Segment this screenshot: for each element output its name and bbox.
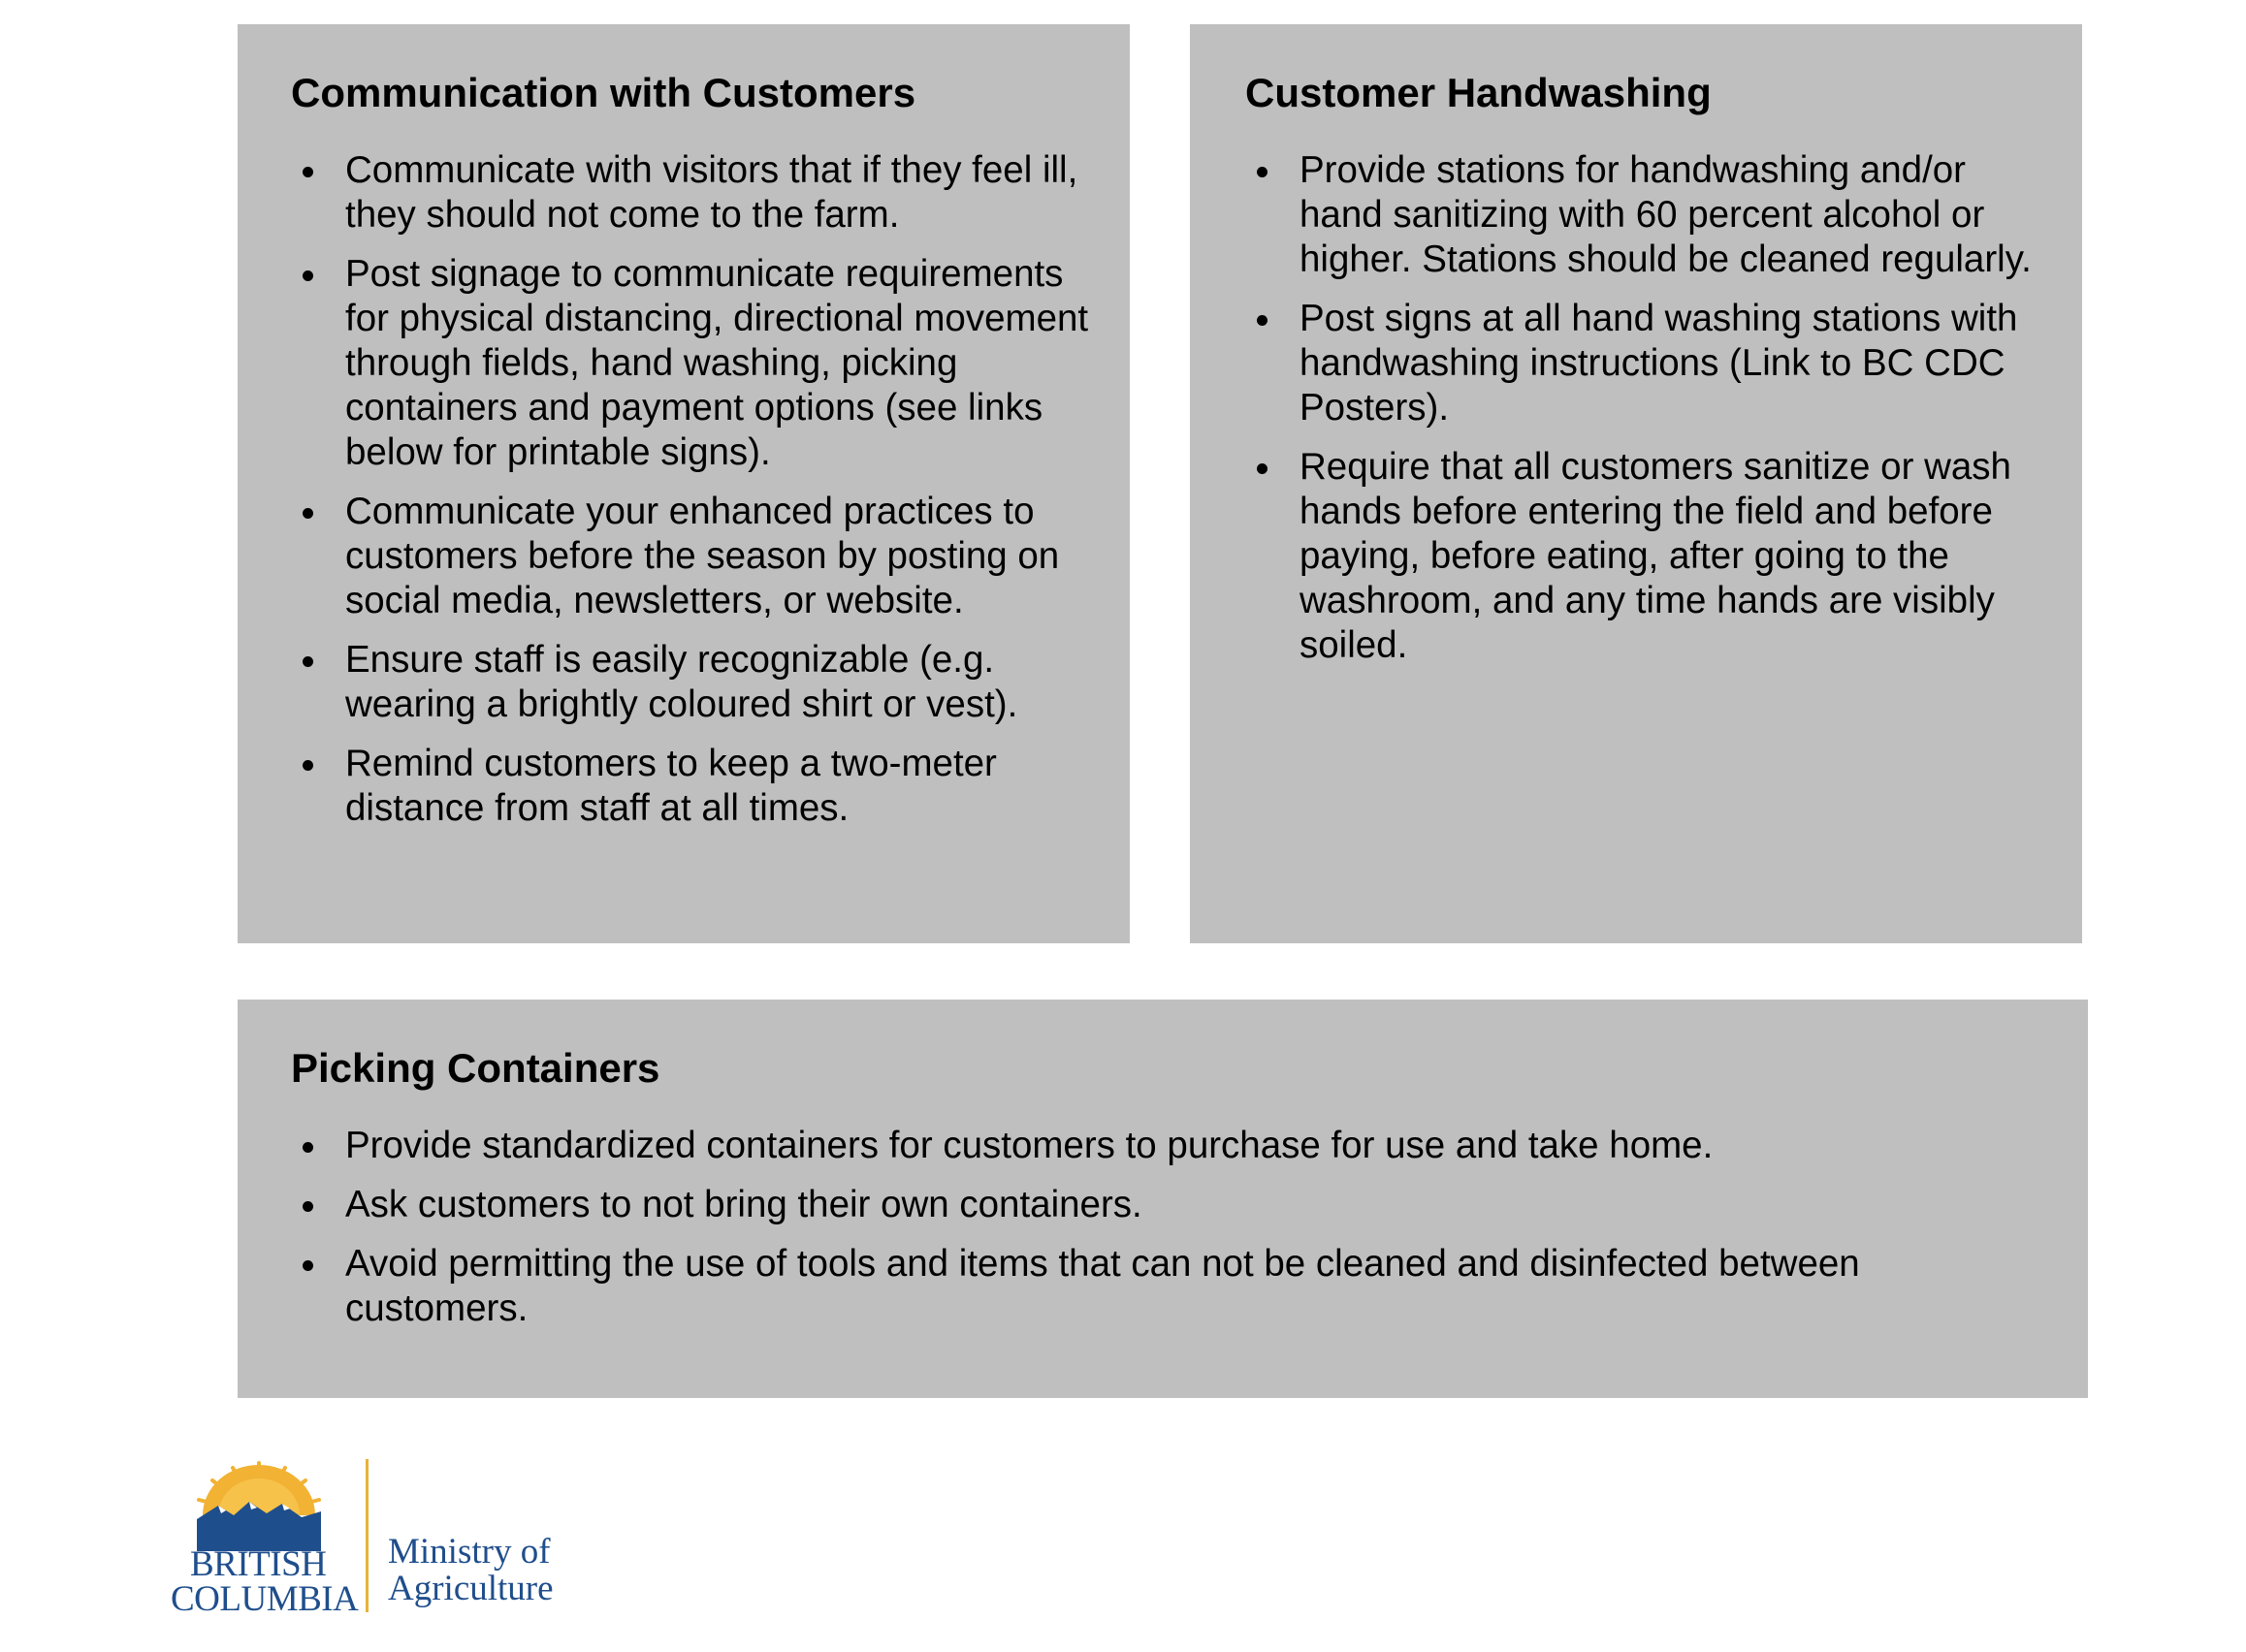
bullet-icon xyxy=(1257,463,1267,474)
list-item-text: Avoid permitting the use of tools and items that can not be cleaned and disinfected between customers. xyxy=(345,1243,1860,1329)
bullet-icon xyxy=(303,760,313,771)
picking-title: Picking Containers xyxy=(291,1045,660,1091)
bullet-icon xyxy=(303,1201,313,1212)
customer-handwashing-box xyxy=(1190,24,2082,943)
list-item xyxy=(291,490,1091,623)
list-item-text: Post signage to communicate requirements for physical distancing, directional movement through fields, hand washing, picking containers and payment options (see links below for printable signs). xyxy=(345,253,1089,473)
logo-british-text: BRITISH xyxy=(190,1544,327,1584)
list-item-text: Require that all customers sanitize or wash hands before entering the field and before paying, before eating, after going to the washroom, and any time hands are visibly soiled. xyxy=(1299,446,2011,666)
bullet-icon xyxy=(303,167,313,177)
bc-sun-mountain-emblem-icon xyxy=(189,1459,330,1551)
list-item-text: Post signs at all hand washing stations with handwashing instructions (Link to BC CDC Posters). xyxy=(1299,298,2018,429)
list-item xyxy=(291,1183,2049,1227)
bullet-icon xyxy=(1257,167,1267,177)
bullet-icon xyxy=(303,1260,313,1271)
list-item-text: Communicate with visitors that if they feel ill, they should not come to the farm. xyxy=(345,149,1078,236)
list-item-text: Ask customers to not bring their own containers. xyxy=(345,1184,1142,1225)
list-item xyxy=(291,1124,2049,1168)
list-item-text: Ensure staff is easily recognizable (e.g. wearing a brightly coloured shirt or vest). xyxy=(345,639,1018,725)
list-item xyxy=(291,1242,2049,1331)
list-item-text: Provide standardized containers for customers to purchase for use and take home. xyxy=(345,1125,1714,1166)
bullet-icon xyxy=(303,508,313,519)
bullet-icon xyxy=(303,270,313,281)
list-item xyxy=(1245,297,2043,430)
bullet-icon xyxy=(303,1142,313,1153)
picking-list xyxy=(291,1124,2049,1331)
communication-title: Communication with Customers xyxy=(291,70,916,115)
list-item xyxy=(291,148,1091,238)
picking-containers-box xyxy=(238,1000,2088,1398)
list-item xyxy=(291,638,1091,727)
list-item xyxy=(291,252,1091,475)
list-item xyxy=(291,742,1091,831)
bc-ministry-of-agriculture-logo xyxy=(165,1454,572,1629)
communication-with-customers-box xyxy=(238,24,1130,943)
list-item xyxy=(1245,148,2043,282)
list-item-text: Communicate your enhanced practices to customers before the season by posting on social media, newsletters, or website. xyxy=(345,491,1060,621)
communication-list xyxy=(291,148,1091,831)
list-item-text: Provide stations for handwashing and/or hand sanitizing with 60 percent alcohol or higher. Stations should be cleaned regularly. xyxy=(1299,149,2032,280)
handwashing-list xyxy=(1245,148,2043,668)
logo-divider xyxy=(366,1459,369,1612)
bullet-icon xyxy=(303,656,313,667)
list-item xyxy=(1245,445,2043,668)
bullet-icon xyxy=(1257,315,1267,326)
handwashing-title: Customer Handwashing xyxy=(1245,70,1712,115)
logo-ministry-of-text: Ministry of xyxy=(388,1532,551,1572)
logo-agriculture-text: Agriculture xyxy=(388,1569,554,1608)
logo-columbia-text: COLUMBIA xyxy=(171,1579,359,1619)
list-item-text: Remind customers to keep a two-meter distance from staff at all times. xyxy=(345,743,997,829)
